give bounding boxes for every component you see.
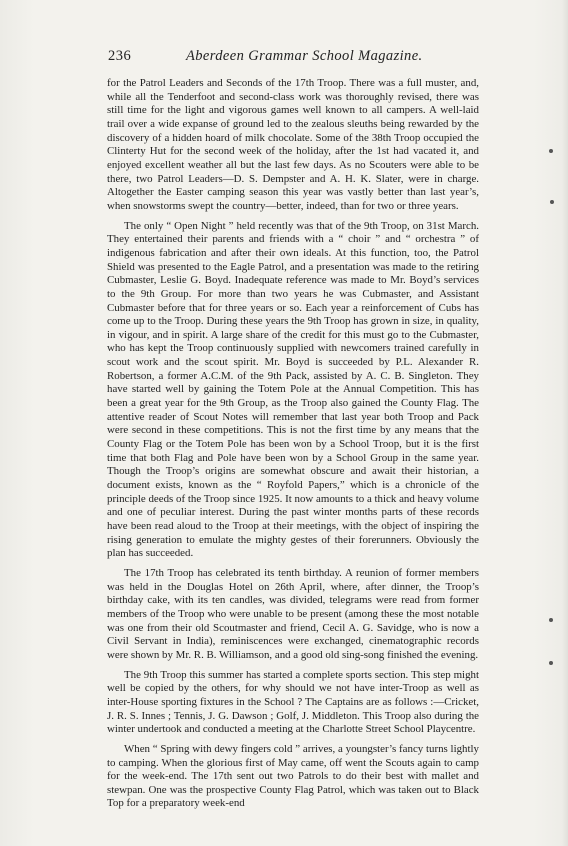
margin-speck (549, 618, 553, 622)
margin-speck (549, 149, 553, 153)
paragraph-easter-camping: for the Patrol Leaders and Seconds of the 17th Troop. There was a full muster, and, while all the Tenderfoot and second-class work was thoroughly revised, there was still time for the light and vigorous games well known to all campers. A well-laid trail over a wide expanse of ground led to the zealous sleuths being rewarded by the discovery of a hidden hoard of milk chocolate. Some of the 38th Troop occupied the Clinterty Hut for the second week of the holiday, after the 1st had vacated it, and enjoyed excellent weather all but the last few days. As no Scouters were able to be there, two Patrol Leaders—D. S. Dempster and A. H. K. Slater, were in charge. Altogether the Easter camping season this year was vastly better than last year’s, when snowstorms swept the country—better, indeed, than for two or three years. (107, 77, 479, 212)
article-body (107, 77, 479, 811)
paragraph-tenth-birthday: The 17th Troop has celebrated its tenth birthday. A reunion of former members was held in the Douglas Hotel on 26th April, where, after dinner, the Troop’s birthday cake, with its ten candles, was divided, telegrams were read from former members of the Troop who were unable to be present (among these the most notable was one from their old Scoutmaster and friend, Cecil A. G. Savidge, who is now a Civil Servant in India), reminiscences were exchanged, cinematographic records were shown by Mr. R. B. Williamson, and a good old sing-song finished the evening. (107, 566, 479, 661)
paragraph-sports-section: The 9th Troop this summer has started a complete sports section. This step might well be copied by the others, for why should we not have inter-Troop as well as inter-House sporting fixtures in the School ? The Captains are as follows :—Cricket, J. R. S. Innes ; Tennis, J. G. Dawson ; Golf, J. Middleton. This Troop also during the winter undertook and conducted a meeting at the Charlotte Street School Playcentre. (107, 668, 479, 736)
paragraph-spring-camping: When “ Spring with dewy fingers cold ” arrives, a youngster’s fancy turns lightly to camping. When the glorious first of May came, off went the Scouts again to camp for the week-end. The 17th sent out two Patrols to do their best with mallet and stewpan. One was the prospective County Flag Patrol, which was taken out to Black Top for a preparatory week-end (107, 742, 479, 810)
page-number: 236 (108, 48, 132, 64)
running-title: Aberdeen Grammar School Magazine. (186, 48, 423, 64)
page-edge-shadow (562, 0, 568, 846)
paragraph-open-night: The only “ Open Night ” held recently was that of the 9th Troop, on 31st March. They entertained their parents and friends with a “ choir ” and “ orchestra ” of indigenous fabrication and after their own ideals. At this function, too, the Patrol Shield was presented to the Eagle Patrol, and a presentation was made to the retiring Cubmaster, Leslie G. Boyd. Inadequate reference was made to Mr. Boyd’s services to the 9th Group. For more than two years he was Cubmaster, and Assistant Cubmaster before that for three years or so. Each year a reinforcement of Cubs has come up to the Troop. During these years the 9th Troop has grown in size, in quality, in vigour, and in spirit. A large share of the credit for this must go to the Cubmaster, who has kept the Troop continuously supplied with newcomers trained carefully in scout work and the scout spirit. Mr. Boyd is succeeded by P.L. Alexander R. Robertson, a former A.C.M. of the 9th Pack, assisted by A. C. B. Singleton. They have started well by gaining the Totem Pole at the Annual Competition. This has been a great year for the 9th Group, as the Troop also gained the County Flag. The attentive reader of Scout Notes will remember that last year both Troop and Pack were second in these competitions. This is not the first time by any means that the County Flag or the Totem Pole has been won by a School Troop, but it is the first time that both Flag and Pole have been won by a School Group in the same year. Though the Troop’s origins are somewhat obscure and await their historian, a document exists, known as the “ Royfold Papers,” which is a chronicle of the principle deeds of the Troop since 1925. It now amounts to a thick and heavy volume and one of peculiar interest. During the past winter months parts of these records have been read aloud to the Troop at their meetings, with the object of inspiring the rising generation to emulate the mighty gestes of their forerunners. Obviously the plan has succeeded. (107, 219, 479, 560)
page-header (108, 48, 478, 70)
margin-speck (550, 200, 554, 204)
margin-speck (549, 661, 553, 665)
